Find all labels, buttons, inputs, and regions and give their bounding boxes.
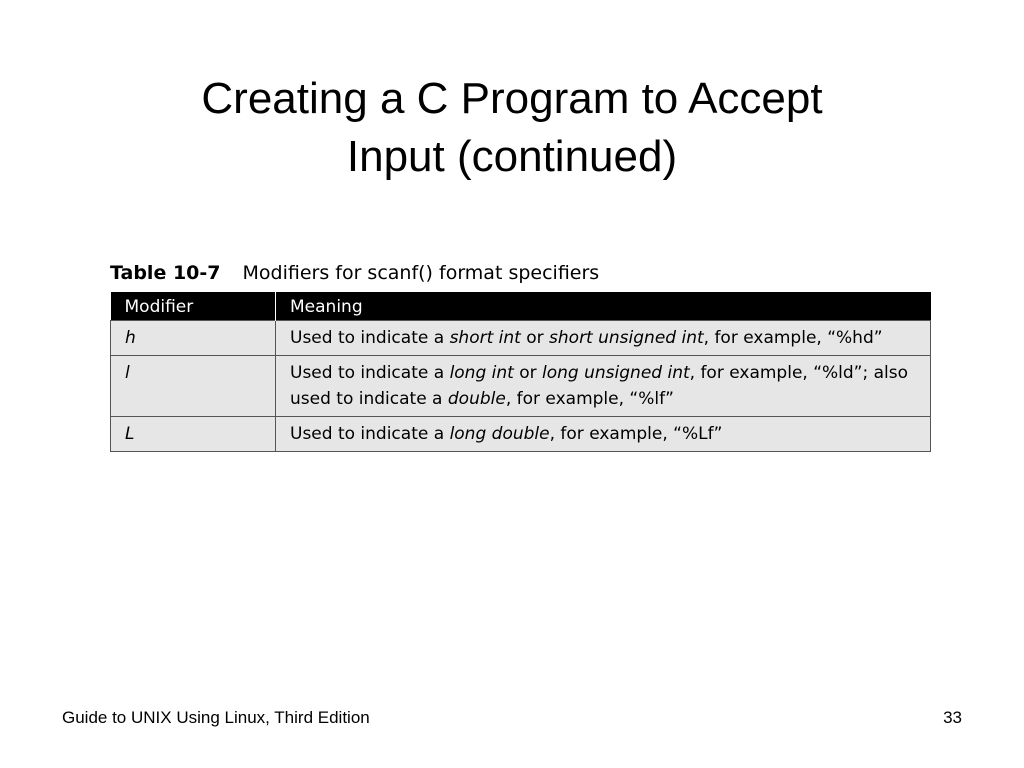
cell-modifier: l bbox=[111, 356, 276, 417]
header-modifier: Modifier bbox=[111, 292, 276, 321]
table-row bbox=[111, 321, 931, 356]
footer-book-title: Guide to UNIX Using Linux, Third Edition bbox=[62, 708, 370, 727]
cell-modifier: h bbox=[111, 321, 276, 356]
cell-meaning: Used to indicate a long int or long unsigned int, for example, “%ld”; also used to indicate a double, for example, “%lf” bbox=[276, 356, 931, 417]
cell-meaning: Used to indicate a long double, for example, “%Lf” bbox=[276, 417, 931, 452]
table-caption bbox=[110, 258, 930, 292]
slide-title bbox=[0, 70, 1024, 186]
modifiers-table-figure bbox=[110, 258, 930, 452]
slide-title-line-2: Input (continued) bbox=[346, 132, 678, 181]
table-caption-text: Modifiers for scanf() format specifiers bbox=[242, 262, 600, 284]
table-row bbox=[111, 417, 931, 452]
cell-meaning: Used to indicate a short int or short unsigned int, for example, “%hd” bbox=[276, 321, 931, 356]
cell-modifier: L bbox=[111, 417, 276, 452]
slide-title-line-1: Creating a C Program to Accept bbox=[201, 74, 823, 123]
page-number: 33 bbox=[943, 708, 962, 727]
table-row bbox=[111, 356, 931, 417]
header-meaning: Meaning bbox=[276, 292, 931, 321]
table-caption-label: Table 10-7 bbox=[110, 262, 221, 284]
modifiers-table bbox=[110, 292, 931, 452]
table-header-row bbox=[111, 292, 931, 321]
